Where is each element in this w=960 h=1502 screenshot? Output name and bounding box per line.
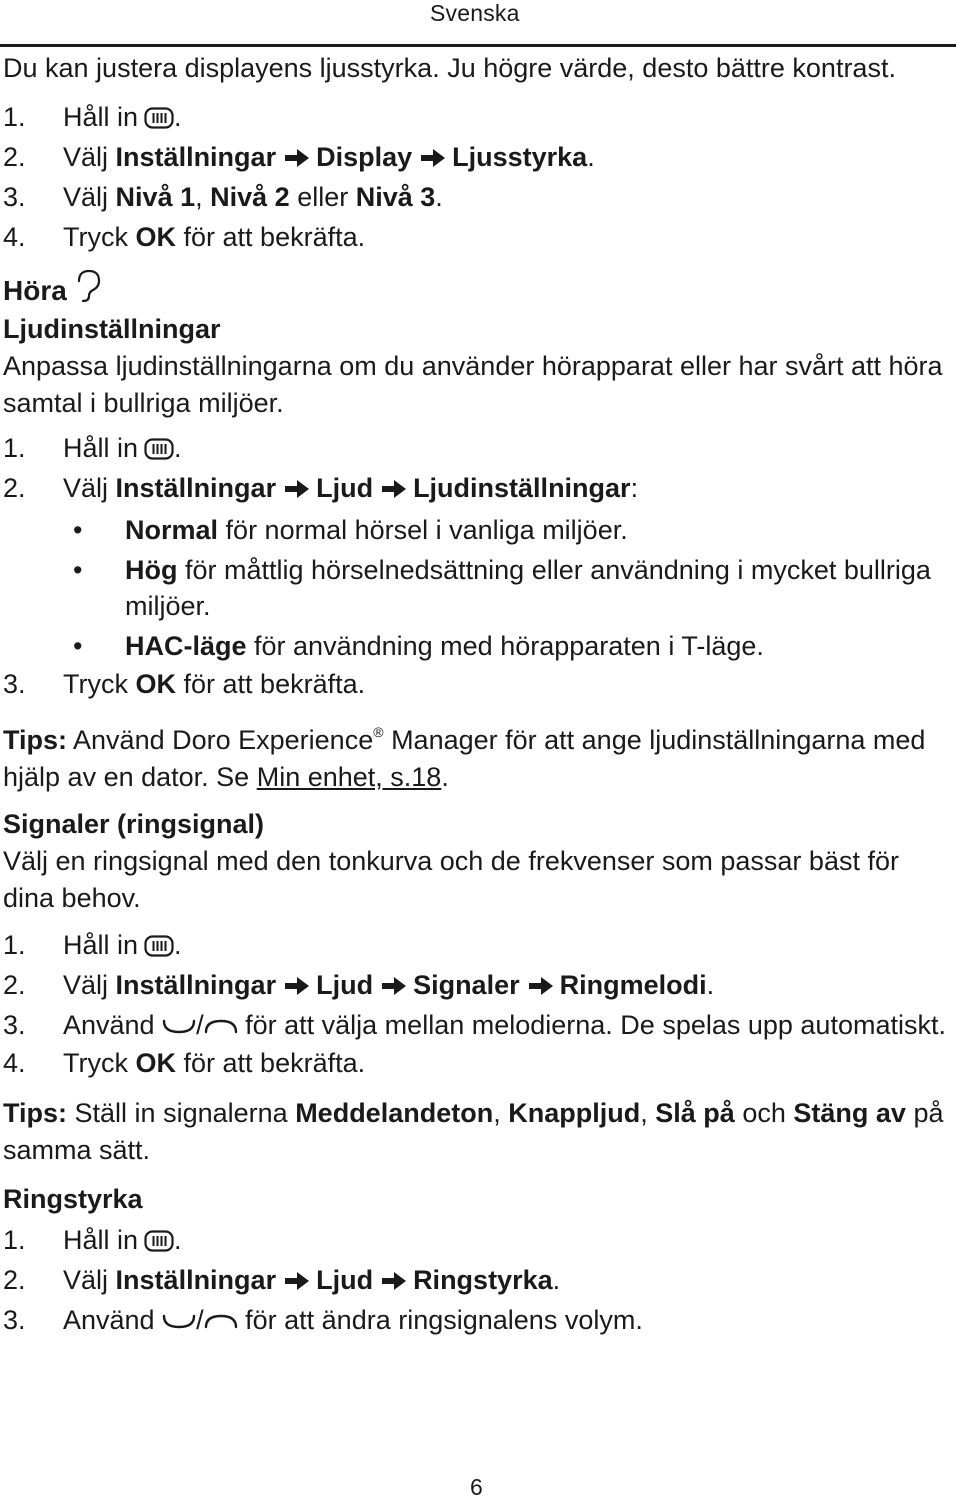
menu-path-settings: Inställningar: [115, 473, 277, 503]
volume-heading: Ringstyrka: [3, 1184, 143, 1214]
page-header: [0, 0, 960, 46]
language-label: Svenska: [430, 0, 520, 26]
registered-mark: ®: [373, 724, 384, 740]
tip-text: på samma sätt.: [3, 1098, 944, 1165]
bullet-dot: •: [73, 555, 83, 585]
step-number: 3.: [3, 669, 26, 699]
hearing-step-3: [3, 664, 955, 704]
separator: ,: [195, 182, 211, 212]
step-text: Välj: [63, 182, 109, 212]
step-end: .: [174, 102, 182, 132]
tip-sep: ,: [640, 1098, 648, 1128]
step-text: Välj: [63, 1265, 109, 1295]
tip-end: .: [441, 762, 449, 792]
menu-path-ring-volume: Ringstyrka: [413, 1265, 553, 1295]
bullet-normal: [3, 512, 955, 548]
my-device-link[interactable]: Min enhet, s.18: [256, 762, 442, 792]
menu-key-icon: [144, 107, 174, 129]
arrow-right-icon: [381, 976, 407, 996]
bullet-desc: för normal hörsel i vanliga miljöer.: [225, 515, 628, 545]
hearing-title: Höra: [3, 275, 67, 306]
bullet-dot: •: [73, 515, 83, 545]
arrow-right-icon: [528, 976, 554, 996]
step-end: .: [435, 182, 443, 212]
volume-step-3: [3, 1300, 955, 1340]
arrow-right-icon: [420, 148, 446, 168]
step-number: 4.: [3, 1048, 26, 1078]
bullet-hac: [3, 628, 955, 664]
arrow-right-icon: [381, 479, 407, 499]
step-end: .: [174, 433, 182, 463]
tip-label: Tips:: [3, 1098, 68, 1128]
bullet-high: [3, 552, 955, 624]
bullet-dot: •: [73, 631, 83, 661]
bullet-desc: för användning med hörapparaten i T-läge.: [254, 631, 764, 661]
arrow-right-icon: [284, 1271, 310, 1291]
brightness-step-2: [3, 137, 955, 177]
tip-text: Ställ in signalerna: [74, 1098, 288, 1128]
menu-path-settings: Inställningar: [115, 970, 277, 1000]
menu-path-settings: Inställningar: [115, 142, 277, 172]
level-2: Nivå 2: [210, 182, 290, 212]
brightness-step-1: [3, 97, 955, 137]
hearing-step-1: [3, 428, 955, 468]
arrow-right-icon: [284, 148, 310, 168]
step-number: 2.: [3, 1265, 26, 1295]
step-end: .: [587, 142, 595, 172]
menu-path-display: Display: [316, 142, 413, 172]
brightness-step-4: [3, 217, 955, 257]
hearing-intro: Anpassa ljudinställningarna om du använder hörapparat eller har svårt att höra samtal i bullriga miljöer.: [3, 351, 943, 418]
step-rest: för att bekräfta.: [183, 669, 366, 699]
step-text: Välj: [63, 970, 109, 1000]
menu-path-ringtone: Ringmelodi: [559, 970, 707, 1000]
tip-term: Slå på: [655, 1098, 735, 1128]
step-text: Välj: [63, 142, 109, 172]
step-text: Välj: [63, 473, 109, 503]
nav-down-icon: [162, 1311, 196, 1331]
page-content: [3, 50, 955, 1340]
step-number: 1.: [3, 433, 26, 463]
menu-path-sound: Ljud: [316, 1265, 374, 1295]
menu-key-icon: [144, 1230, 174, 1252]
ringtone-step-1: [3, 925, 955, 965]
arrow-right-icon: [284, 479, 310, 499]
tip-label: Tips:: [3, 725, 68, 755]
ok-key-label: OK: [135, 1048, 176, 1078]
step-end: .: [552, 1265, 561, 1295]
step-number: 1.: [3, 930, 26, 960]
level-3: Nivå 3: [355, 182, 436, 212]
ok-key-label: OK: [135, 222, 176, 252]
hearing-heading: [3, 269, 955, 309]
page-number: 6: [470, 1474, 483, 1500]
step-end: .: [706, 970, 715, 1000]
bullet-term: Hög: [125, 555, 178, 585]
step-text: Använd: [63, 1010, 155, 1040]
bullet-term: HAC-läge: [125, 631, 247, 661]
slash: /: [196, 1305, 204, 1335]
brightness-intro: Du kan justera displayens ljusstyrka. Ju högre värde, desto bättre kontrast.: [3, 53, 896, 83]
step-end: .: [174, 1225, 182, 1255]
arrow-right-icon: [284, 976, 310, 996]
tip-sep: ,: [493, 1098, 501, 1128]
step-text: Håll in: [63, 102, 139, 132]
nav-up-icon: [204, 1311, 238, 1331]
step-text: Tryck: [63, 222, 128, 252]
hearing-subtitle: Ljudinställningar: [3, 314, 221, 344]
menu-path-signals: Signaler: [413, 970, 520, 1000]
step-text: Håll in: [63, 930, 139, 960]
step-text: Håll in: [63, 433, 139, 463]
menu-path-brightness: Ljusstyrka: [452, 142, 588, 172]
volume-step-1: [3, 1220, 955, 1260]
menu-path-sound: Ljud: [316, 473, 374, 503]
ringtone-step-4: [3, 1043, 955, 1083]
step-rest: för att ändra ringsignalens volym.: [245, 1305, 643, 1335]
nav-down-icon: [162, 1016, 196, 1036]
slash: /: [196, 1010, 204, 1040]
tip-term: Knappljud: [508, 1098, 641, 1128]
ok-key-label: OK: [135, 669, 176, 699]
step-number: 3.: [3, 182, 26, 212]
ear-icon: [73, 269, 103, 303]
step-text: Håll in: [63, 1225, 139, 1255]
step-number: 2.: [3, 970, 26, 1000]
tip-text: Manager för att ange ljudinställningarna med hjälp av en dator. Se: [3, 725, 926, 792]
step-text: Tryck: [63, 1048, 128, 1078]
tip-term: Meddelandeton: [295, 1098, 494, 1128]
step-number: 2.: [3, 473, 26, 503]
step-text: Tryck: [63, 669, 128, 699]
menu-path-sound: Ljud: [316, 970, 374, 1000]
step-rest: för att bekräfta.: [183, 222, 366, 252]
ringtone-tip: [3, 1095, 955, 1169]
hearing-step-2: [3, 468, 955, 508]
menu-key-icon: [144, 438, 174, 460]
ringtone-intro: Välj en ringsignal med den tonkurva och de frekvenser som passar bäst för dina behov.: [3, 846, 899, 913]
separator: eller: [289, 182, 356, 212]
bullet-term: Normal: [125, 515, 219, 545]
tip-text: Använd Doro Experience: [73, 725, 374, 755]
step-end: .: [174, 930, 182, 960]
step-number: 1.: [3, 102, 26, 132]
level-1: Nivå 1: [115, 182, 196, 212]
ringtone-step-3: [3, 1005, 955, 1043]
menu-path-settings: Inställningar: [115, 1265, 277, 1295]
menu-key-icon: [144, 935, 174, 957]
step-end: :: [630, 473, 639, 503]
ringtone-step-2: [3, 965, 955, 1005]
hearing-tip: [3, 714, 955, 796]
step-number: 3.: [3, 1305, 26, 1335]
brightness-step-3: [3, 177, 955, 217]
step-text: Använd: [63, 1305, 155, 1335]
volume-step-2: [3, 1260, 955, 1300]
bullet-desc: för måttlig hörselnedsättning eller användning i mycket bullriga miljöer.: [125, 555, 931, 621]
step-number: 2.: [3, 142, 26, 172]
step-rest: för att bekräfta.: [183, 1048, 366, 1078]
ringtone-heading: Signaler (ringsignal): [3, 809, 265, 839]
tip-sep: och: [742, 1098, 786, 1128]
nav-up-icon: [204, 1016, 238, 1036]
step-rest: för att välja mellan melodierna. De spelas upp automatiskt.: [245, 1010, 946, 1040]
step-number: 3.: [3, 1010, 26, 1040]
menu-path-sound-settings: Ljudinställningar: [413, 473, 631, 503]
arrow-right-icon: [381, 1271, 407, 1291]
header-rule: [0, 44, 956, 47]
tip-term: Stäng av: [793, 1098, 906, 1128]
step-number: 4.: [3, 222, 26, 252]
step-number: 1.: [3, 1225, 26, 1255]
